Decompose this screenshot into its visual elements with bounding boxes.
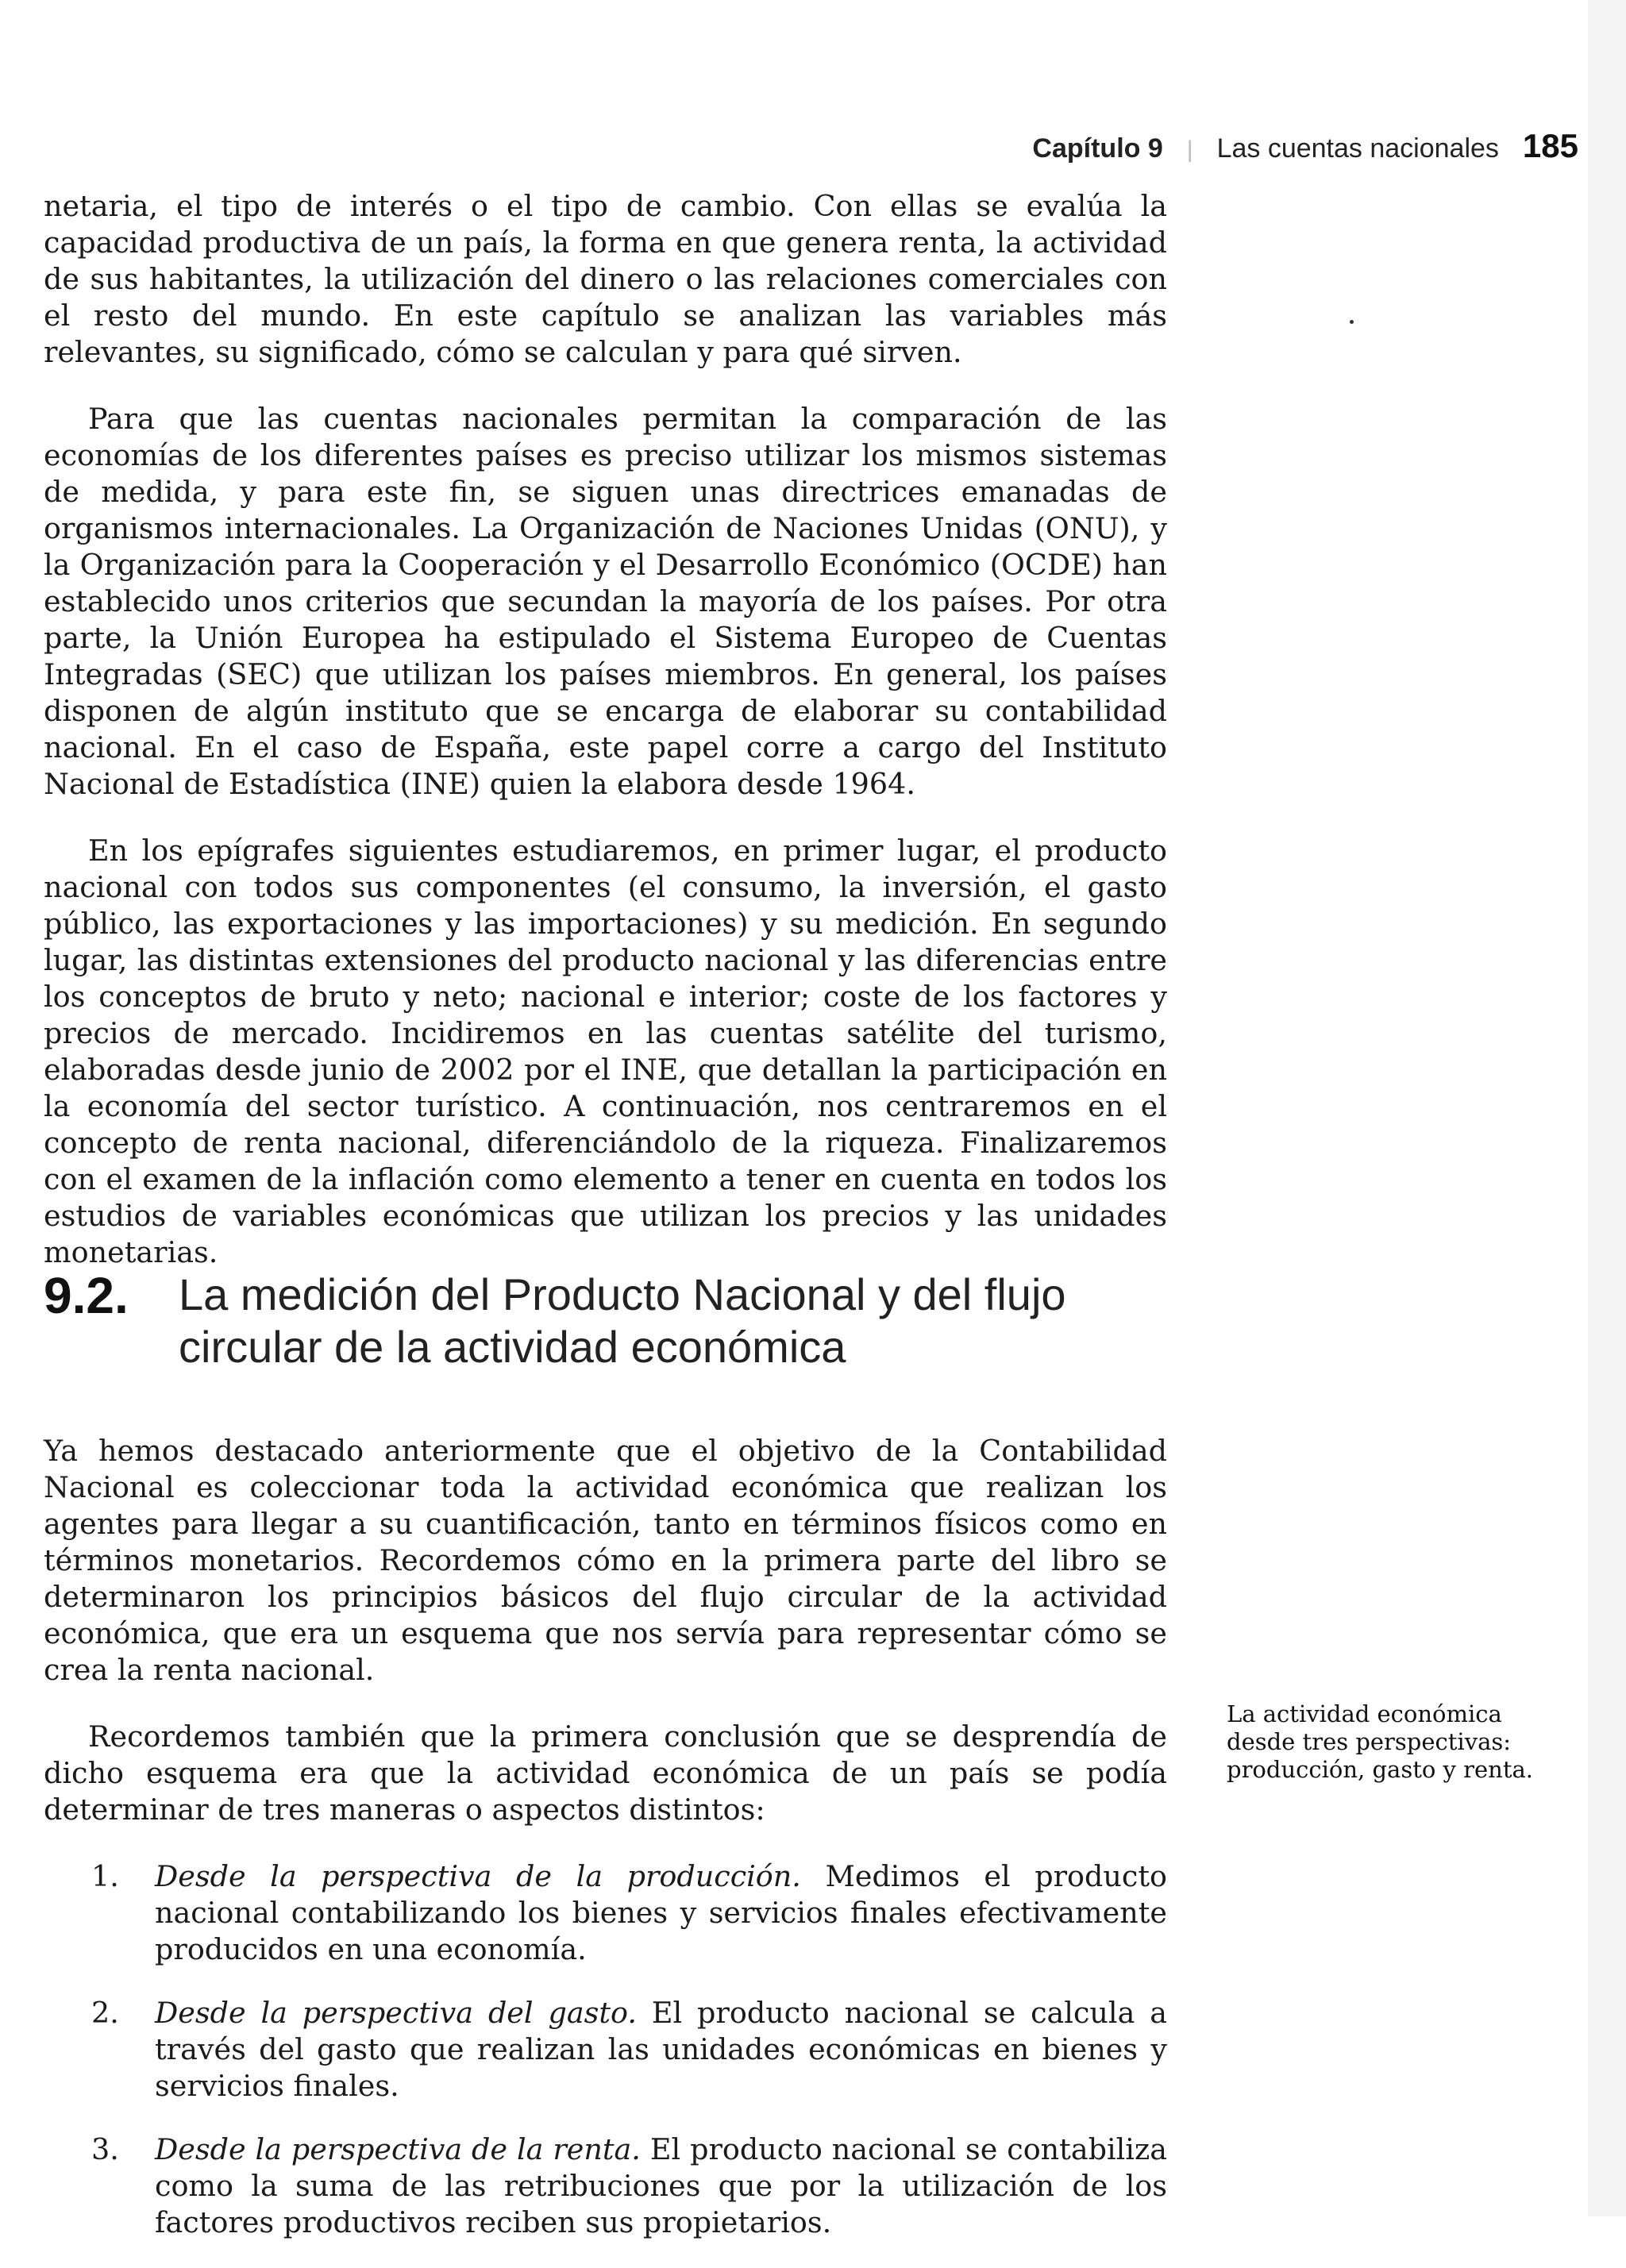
list-item: [44, 2131, 1167, 2241]
section-number: 9.2.: [44, 1267, 129, 1324]
list-body: Medimos el producto nacional contabilizando los bienes y servicios finales efectivamente producidos en una economía.: [155, 1859, 1167, 1966]
list-lead: Desde la perspectiva de la producción.: [155, 1859, 801, 1893]
page-edge-shadow: [1588, 0, 1626, 2216]
section-title-line-1: La medición del Producto Nacional y del flujo: [179, 1269, 1066, 1319]
list-text: [155, 1858, 1167, 1968]
list-item: [44, 1858, 1167, 1968]
list-text: [155, 2131, 1167, 2241]
section-paragraph-1: Ya hemos destacado anteriormente que el objetivo de la Contabilidad Nacional es coleccionar toda la actividad económica que realizan los agentes para llegar a su cuantificación, tanto en términos físicos como en términos monetarios. Recordemos cómo en la primera parte del libro se determinaron los principios básicos del flujo circular de la actividad económica, que era un esquema que nos servía para representar cómo se crea la renta nacional.: [44, 1434, 1167, 1687]
section-heading: [44, 1269, 1155, 1373]
list-item: [44, 1995, 1167, 2104]
list-text: [155, 1995, 1167, 2104]
list-body: El producto nacional se calcula a través del gasto que realizan las unidades económicas en bienes y servicios finales.: [155, 1996, 1167, 2103]
perspectives-list: [44, 1858, 1167, 2241]
list-lead: Desde la perspectiva de la renta.: [155, 2132, 641, 2166]
list-lead: Desde la perspectiva del gasto.: [155, 1996, 637, 2030]
list-number: 2.: [91, 1996, 119, 2030]
page-number: 185: [1522, 127, 1578, 164]
running-header: [1032, 127, 1578, 165]
section-title: [179, 1269, 1066, 1373]
header-chapter: Capítulo 9: [1032, 133, 1163, 164]
section-body: [44, 1433, 1167, 2268]
list-body: El producto nacional se contabiliza como la suma de las retribuciones que por la utilización de los factores productivos reciben sus propietarios.: [155, 2132, 1167, 2239]
list-number: 3.: [91, 2132, 119, 2166]
margin-note: La actividad económica desde tres perspectivas: producción, gasto y renta.: [1227, 1700, 1533, 1783]
scan-speck: [1350, 320, 1354, 324]
section-title-line-2: circular de la actividad económica: [179, 1322, 846, 1372]
intro-paragraph-3: En los epígrafes siguientes estudiaremos, en primer lugar, el producto nacional con todos sus componentes (el consumo, la inversión, el gasto público, las exportaciones y las importaciones) y su medición. En segundo lugar, las distintas extensiones del producto nacional y las diferencias entre los conceptos de bruto y neto; nacional e interior; coste de los factores y precios de mercado. Incidiremos en las cuentas satélite del turismo, elaboradas desde junio de 2002 por el INE, que detallan la participación en la economía del sector turístico. A continuación, nos centraremos en el concepto de renta nacional, diferenciándolo de la riqueza. Finalizaremos con el examen de la inflación como elemento a tener en cuenta en todos los estudios de variables económicas que utilizan los precios y las unidades monetarias.: [44, 834, 1167, 1269]
intro-paragraph-2: Para que las cuentas nacionales permitan la comparación de las economías de los diferentes países es preciso utilizar los mismos sistemas de medida, y para este fin, se siguen unas directrices emanadas de organismos internacionales. La Organización de Naciones Unidas (ONU), y la Organización para la Cooperación y el Desarrollo Económico (OCDE) han establecido unos criterios que secundan la mayoría de los países. Por otra parte, la Unión Europea ha estipulado el Sistema Europeo de Cuentas Integradas (SEC) que utilizan los países miembros. En general, los países disponen de algún instituto que se encarga de elaborar su contabilidad nacional. En el caso de España, este papel corre a cargo del Instituto Nacional de Estadística (INE) quien la elabora desde 1964.: [44, 402, 1167, 801]
intro-text: [44, 188, 1167, 1301]
section-paragraph-2: Recordemos también que la primera conclusión que se desprendía de dicho esquema era que la actividad económica de un país se podía determinar de tres maneras o aspectos distintos:: [44, 1719, 1167, 1827]
intro-paragraph-1: netaria, el tipo de interés o el tipo de cambio. Con ellas se evalúa la capacidad productiva de un país, la forma en que genera renta, la actividad de sus habitantes, la utilización del dinero o las relaciones comerciales con el resto del mundo. En este capítulo se analizan las variables más relevantes, su significado, cómo se calculan y para qué sirven.: [44, 189, 1167, 369]
header-separator: |: [1186, 137, 1193, 163]
header-title: Las cuentas nacionales: [1216, 133, 1499, 164]
list-number: 1.: [91, 1859, 119, 1893]
